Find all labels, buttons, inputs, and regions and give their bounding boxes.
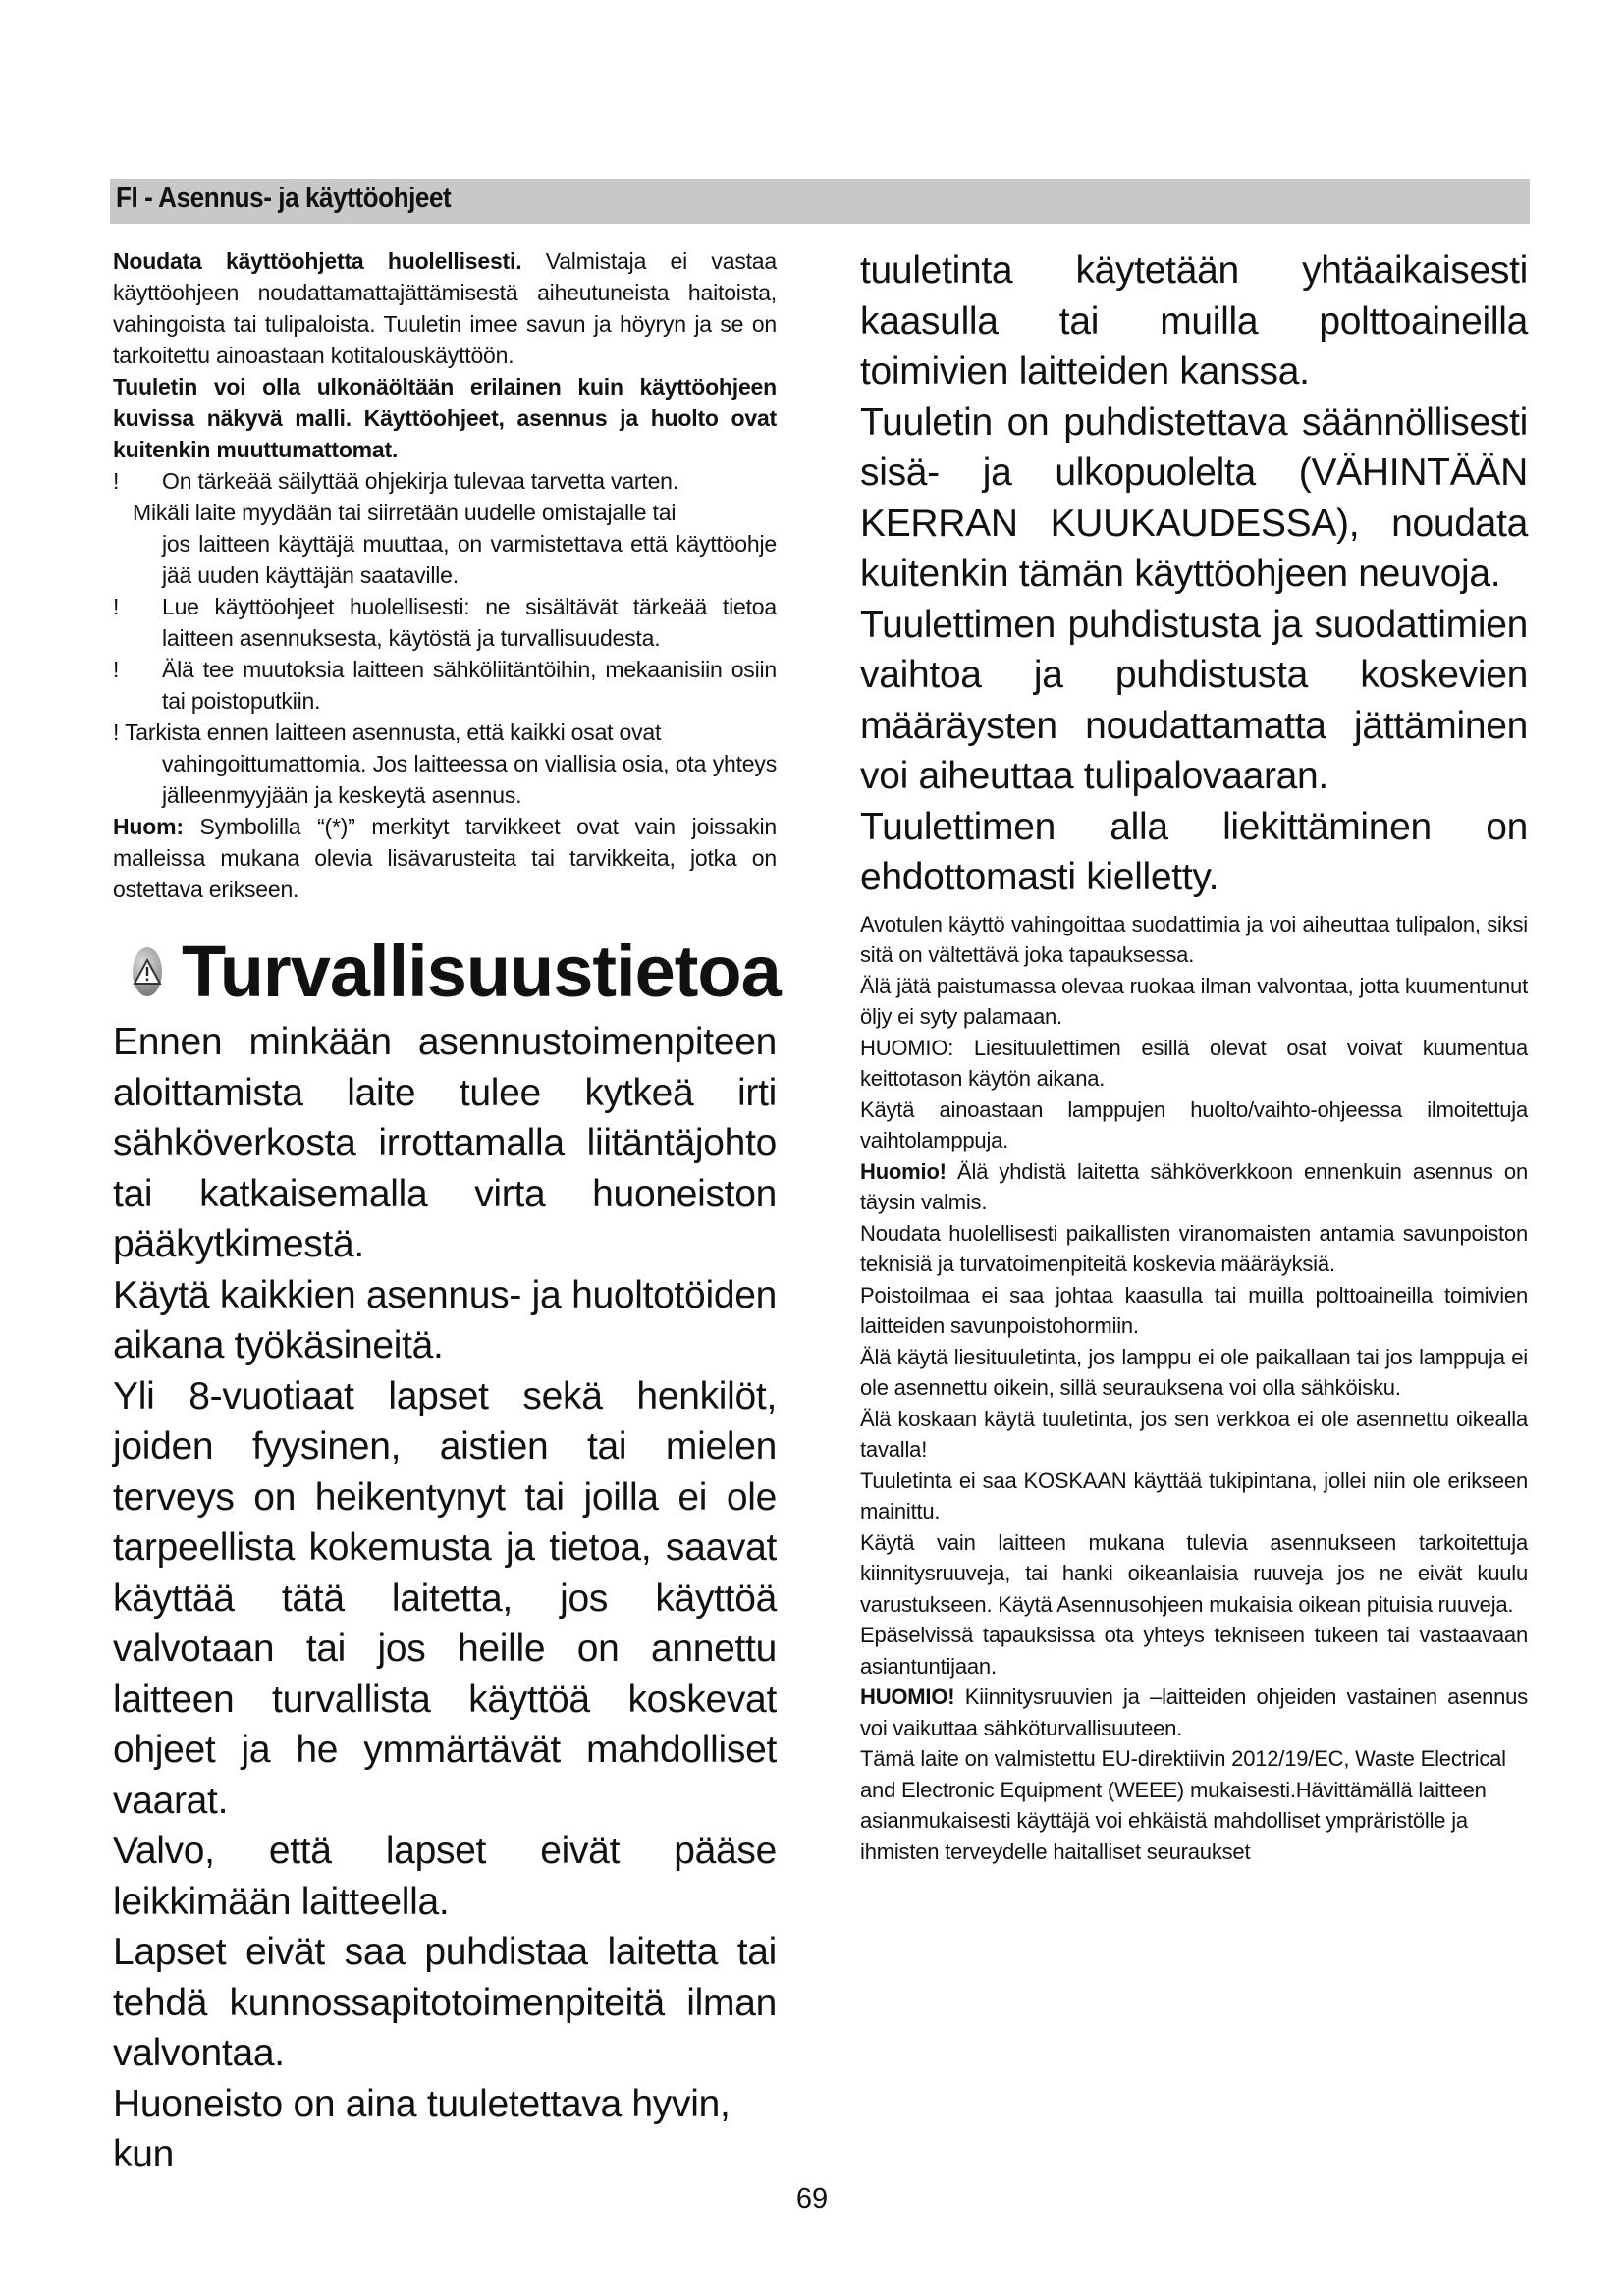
intro-item-1-text: On tärkeää säilyttää ohjekirja tulevaa tarvetta varten. [162,468,678,494]
safety-small-paragraph-2: Älä jätä paistumassa olevaa ruokaa ilman valvontaa, jotta kuumentunut öljy ei syty palamaan. [860,973,1528,1029]
intro-item-5-rest: vahingoittumattomia. Jos laitteessa on viallisia osia, ota yhteys jälleenmyyjään ja keskeytä asennus. [162,751,777,808]
intro-item-2 [113,497,777,591]
safety-big-paragraph-10: Tuulettimen alla liekittäminen on ehdottomasti kielletty. [860,805,1528,898]
exclamation-marker: ! [113,468,120,494]
intro-item-2-rest: jos laitteen käyttäjä muuttaa, on varmistettava että käyttöohje jää uuden käyttäjän saataville. [162,531,777,588]
safety-big-paragraph-2: Käytä kaikkien asennus- ja huoltotöiden aikana työkäsineitä. [113,1273,777,1366]
intro-bold-1: Noudata käyttöohjetta huolellisesti. [113,248,522,274]
safety-big-paragraph-3: Yli 8-vuotiaat lapset sekä henkilöt, joiden fyysinen, aistien tai mielen terveys on heikentynyt tai joilla ei ole tarpeellista kokemusta ja tietoa, saavat käyttää tätä laitetta, jos käyttöä valvotaan tai jos heille on annettu laitteen turvallista käyttöä koskevat ohjeet ja he ymmärtävät mahdolliset vaarat. [113,1374,777,1822]
intro-item-2-first: Mikäli laite myydään tai siirretään uudelle omistajalle tai [133,500,677,525]
safety-big-paragraph-1: Ennen minkään asennustoimenpiteen aloittamista laite tulee kytkeä irti sähköverkosta irrottamalla liitäntäjohto tai katkaisemalla virta huoneiston pääkytkimestä. [113,1021,777,1265]
intro-text-1: Valmistaja ei vastaa käyttöohjeen noudattamattajättämisestä aiheutuneista haitoista, vahingoista tai tulipaloista. Tuuletin imee savun ja höyryn ja se on tarkoitettu ainoastaan kotitalouskäyttöön. [113,248,777,368]
huomio-text: Älä yhdistä laitetta sähköverkkoon ennenkuin asennus on täysin valmis. [860,1158,1528,1214]
huomio-caps-text: Kiinnitysruuvien ja –laitteiden ohjeiden vastainen asennus voi vaikuttaa sähköturvallisuuteen. [860,1684,1528,1740]
safety-small-paragraph-9: Älä koskaan käytä tuuletinta, jos sen verkkoa ei ole asennettu oikealla tavalla! [860,1406,1528,1462]
safety-small-paragraph-13 [860,1682,1528,1743]
safety-big-paragraph-6: Huoneisto on aina tuuletettava hyvin, kun [113,2082,731,2175]
safety-small-paragraph-10: Tuuletinta ei saa KOSKAAN käyttää tukipintana, jollei niin ole erikseen mainittu. [860,1468,1528,1523]
exclamation-marker: ! [113,594,120,619]
warning-triangle-icon [133,958,162,986]
intro-item-1 [113,465,777,497]
intro-bold-2: Tuuletin voi olla ulkonäöltään erilainen kuin käyttöohjeen kuvissa näkyvä malli. Käyttöohjeet, asennus ja huolto ovat kuitenkin muuttumattomat. [113,374,777,462]
intro-item-3-text: Lue käyttöohjeet huolellisesti: ne sisältävät tärkeää tietoa laitteen asennuksesta, käytöstä ja turvallisuudesta. [162,594,777,651]
safety-big-paragraph-9: Tuulettimen puhdistusta ja suodattimien vaihtoa ja puhdistusta koskevien määräysten noudattamatta jättäminen voi aiheuttaa tulipalovaaran. [860,603,1528,797]
right-column [860,245,1528,1867]
safety-big-paragraph-7: tuuletinta käytetään yhtäaikaisesti kaasulla tai muilla polttoaineilla toimivien laitteiden kanssa. [860,249,1528,393]
page-number: 69 [795,2183,829,2215]
intro-item-4 [113,654,777,717]
intro-item-3 [113,591,777,654]
section-header-title: FI - Asennus- ja käyttöohjeet [116,183,452,214]
intro-item-4-text: Älä tee muutoksia laitteen sähköliitäntöihin, mekaanisiin osiin tai poistoputkiin. [162,657,777,714]
safety-small-paragraph-11: Käytä vain laitteen mukana tulevia asennukseen tarkoitettuja kiinnitysruuveja, tai hanki oikeanlaisia ruuveja jos ne eivät kuulu varustukseen. Käytä Asennusohjeen mukaisia oikean pituisia ruuveja. [860,1529,1528,1617]
note-label: Huom: [113,814,184,839]
intro-item-5 [113,717,777,811]
intro-note [113,811,777,905]
safety-title-row [113,931,781,1012]
safety-small-paragraph-14: Tämä laite on valmistettu EU-direktiivin 2012/19/EC, Waste Electrical and Electronic Equipment (WEEE) mukaisesti.Hävittämällä laitteen asianmukaisesti käyttäjä voi ehkäistä mahdolliset ympräristölle ja ihmisten terveydelle haitalliset seuraukset [860,1746,1506,1864]
safety-big-paragraph-8: Tuuletin on puhdistettava säännöllisesti sisä- ja ulkopuolelta (VÄHINTÄÄN KERRAN KUUKAUDESSA), noudata kuitenkin tämän käyttöohjeen neuvoja. [860,400,1528,595]
intro-paragraph-2 [113,371,777,465]
safety-big-paragraph-4: Valvo, että lapset eivät pääse leikkimään laitteella. [113,1830,777,1923]
safety-small-paragraph-4: Käytä ainoastaan lamppujen huolto/vaihto-ohjeessa ilmoitettuja vaihtolamppuja. [860,1096,1528,1152]
safety-small-paragraph-12: Epäselvissä tapauksissa ota yhteys tekniseen tukeen tai vastaavaan asiantuntijaan. [860,1623,1528,1679]
safety-small-paragraph-5 [860,1156,1528,1218]
safety-title: Turvallisuustietoa [182,931,781,1012]
huomio-label: Huomio! [860,1158,947,1184]
safety-small-paragraph-1: Avotulen käyttö vahingoittaa suodattimia ja voi aiheuttaa tulipalon, siksi sitä on vältettävä joka tapauksessa. [860,911,1528,967]
exclamation-marker: ! [113,657,120,682]
safety-small-paragraph-8: Älä käytä liesituuletinta, jos lamppu ei ole paikallaan tai jos lamppuja ei ole asennettu oikein, sillä seurauksena voi olla sähköisku. [860,1344,1528,1400]
safety-small-paragraph-3: HUOMIO: Liesituulettimen esillä olevat osat voivat kuumentua keittotason käytön aikana. [860,1035,1528,1091]
left-column [113,245,781,2180]
intro-paragraph-1 [113,245,777,371]
safety-big-paragraph-5: Lapset eivät saa puhdistaa laitetta tai tehdä kunnossapitotoimenpiteitä ilman valvontaa. [113,1931,777,2074]
intro-item-5-first: ! Tarkista ennen laitteen asennusta, että kaikki osat ovat [113,720,662,745]
note-text: Symbolilla “(*)” merkityt tarvikkeet ovat vain joissakin malleissa mukana olevia lisävarusteita tai tarvikkeita, jotka on ostettava erikseen. [113,814,777,902]
safety-small-paragraph-6: Noudata huolellisesti paikallisten viranomaisten antamia savunpoiston teknisiä ja turvatoimenpiteitä koskevia määräyksiä. [860,1220,1528,1276]
section-header [110,179,1530,224]
safety-small-paragraph-7: Poistoilmaa ei saa johtaa kaasulla tai muilla polttoaineilla toimivien laitteiden savunpoistohormiin. [860,1282,1528,1338]
huomio-caps-label: HUOMIO! [860,1684,955,1709]
warning-icon [133,947,162,996]
